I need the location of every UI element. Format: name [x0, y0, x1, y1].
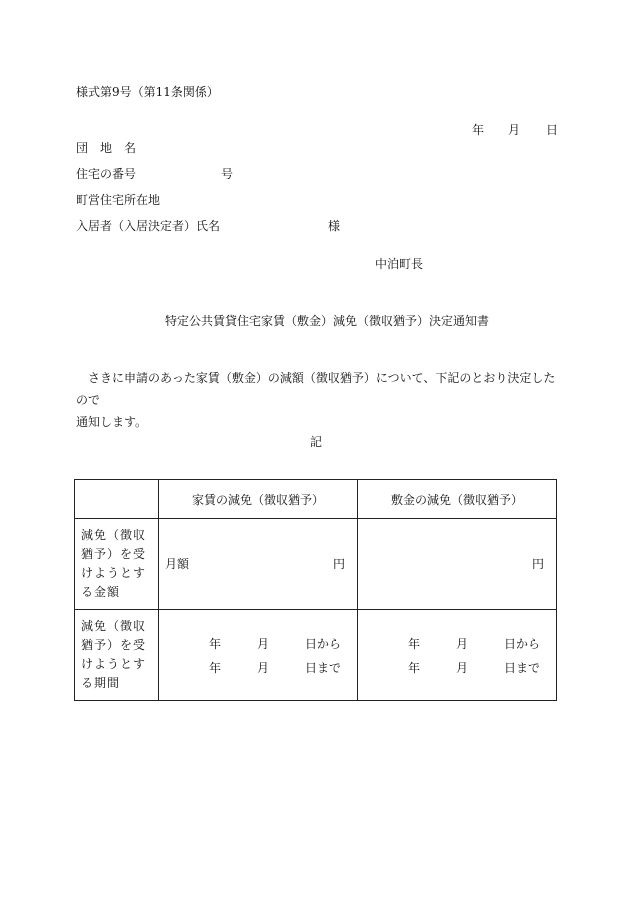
period-to-day: 日まで [504, 661, 541, 675]
period-from-month: 月 [257, 637, 270, 651]
document-title: 特定公共賃貸住宅家賃（敷金）減免（徴収猶予）決定通知書 [165, 314, 490, 328]
table-header-rent: 家賃の減免（徴収猶予） [159, 480, 358, 519]
period-from-day: 日から [305, 637, 342, 651]
period-to-day: 日まで [305, 661, 342, 675]
period-row-label: 減免（徴収猶予）を受けようとする期間 [75, 610, 159, 701]
table-row-amount [75, 519, 557, 610]
field-suffix: 号 [221, 167, 234, 181]
table-header-blank [75, 480, 159, 519]
decision-table [74, 479, 557, 701]
period-to-month: 月 [456, 661, 469, 675]
period-to-month: 月 [257, 661, 270, 675]
notice-body [76, 367, 566, 433]
field-label: 住宅の番号 [76, 167, 137, 181]
field-tenant-name [76, 218, 356, 234]
field-address [76, 192, 160, 208]
table-row-period [75, 610, 557, 701]
deposit-amount-cell[interactable] [358, 519, 557, 610]
form-number: 様式第9号（第11条関係） [76, 85, 219, 99]
deposit-period-cell[interactable] [358, 610, 557, 701]
period-to-year: 年 [408, 661, 421, 675]
period-from-month: 月 [456, 637, 469, 651]
amount-row-label: 減免（徴収猶予）を受けようとする金額 [75, 519, 159, 610]
date-line [470, 122, 558, 138]
yen-unit: 円 [333, 557, 346, 571]
notice-line-1: さきに申請のあった家賃（敷金）の減額（徴収猶予）について、下記のとおり決定したので [76, 371, 556, 407]
field-label: 団 地 名 [76, 141, 137, 155]
field-label: 町営住宅所在地 [76, 193, 161, 207]
table-header-row [75, 480, 557, 519]
period-from-day: 日から [504, 637, 541, 651]
date-month: 月 [508, 123, 521, 137]
field-danchi-name [76, 140, 136, 156]
ki-marker: 記 [310, 435, 323, 449]
period-from-year: 年 [209, 637, 222, 651]
field-house-number [76, 166, 256, 182]
date-year: 年 [472, 123, 485, 137]
rent-period-cell[interactable] [159, 610, 358, 701]
monthly-prefix: 月額 [165, 557, 190, 571]
issuer: 中泊町長 [375, 257, 424, 271]
notice-line-2: 通知します。 [76, 415, 148, 429]
field-suffix: 様 [328, 219, 341, 233]
table-header-deposit: 敷金の減免（徴収猶予） [358, 480, 557, 519]
date-day: 日 [546, 123, 559, 137]
period-to-year: 年 [209, 661, 222, 675]
field-label: 入居者（入居決定者）氏名 [76, 219, 221, 233]
yen-unit: 円 [532, 557, 545, 571]
period-from-year: 年 [408, 637, 421, 651]
rent-amount-cell[interactable] [159, 519, 358, 610]
